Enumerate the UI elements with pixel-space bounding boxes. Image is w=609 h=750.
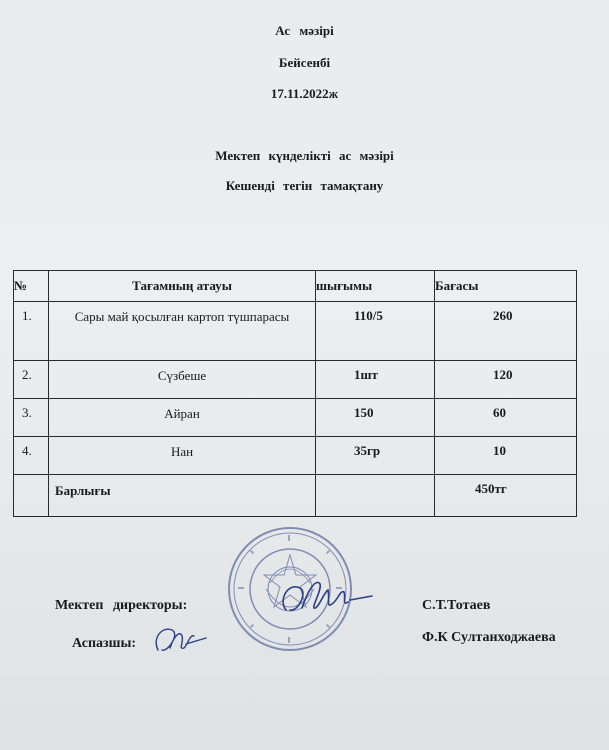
total-empty-cell [316,475,435,517]
dish-name: Нан [49,437,316,475]
menu-title: Ас мәзірі [275,23,334,38]
row-number: 1. [14,302,49,361]
total-label: Барлығы [49,475,316,517]
column-header-dish-name: Тағамның атауы [49,271,316,302]
dish-name: Сары май қосылған картоп түшпарасы [49,302,316,361]
director-signature-icon [268,570,378,625]
dish-output: 35гр [316,437,435,475]
dish-name: Сүзбеше [49,361,316,399]
day-of-week: Бейсенбі [278,55,331,70]
dish-output: 150 [316,399,435,437]
dish-price: 260 [435,302,577,361]
dish-output: 1шт [316,361,435,399]
table-row [14,361,577,399]
meal-type: Кешенді тегін тамақтану [225,178,384,193]
cook-name: Ф.К Султанходжаева [422,630,556,645]
row-number: 2. [14,361,49,399]
cook-label: Аспазшы: [72,636,137,651]
total-empty-cell [14,475,49,517]
menu-subtitle: Мектеп күнделікті ас мәзірі [215,148,394,163]
total-price: 450тг [435,475,577,517]
dish-price: 60 [435,399,577,437]
dish-name: Айран [49,399,316,437]
director-label: Мектеп директоры: [55,598,188,613]
dish-price: 120 [435,361,577,399]
cook-signature-icon [150,620,210,660]
column-header-price: Бағасы [435,271,577,302]
table-header-row [14,271,577,302]
row-number: 4. [14,437,49,475]
column-header-output: шығымы [316,271,435,302]
row-number: 3. [14,399,49,437]
director-name: С.Т.Тотаев [422,598,491,613]
dish-output: 110/5 [316,302,435,361]
menu-table [13,270,577,517]
table-row [14,399,577,437]
column-header-number: № [14,271,49,302]
menu-date: 17.11.2022ж [270,86,339,101]
table-row [14,437,577,475]
total-row [14,475,577,517]
table-row [14,302,577,361]
dish-price: 10 [435,437,577,475]
